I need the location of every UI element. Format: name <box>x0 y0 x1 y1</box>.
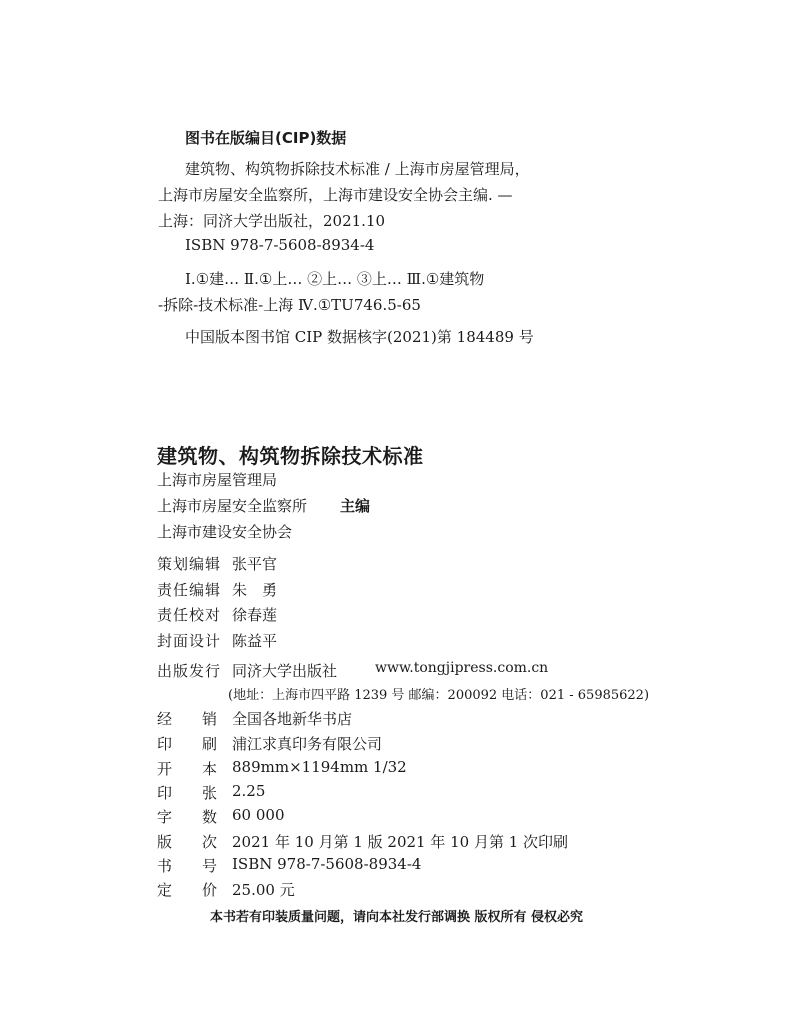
spec-value-book-number: ISBN 978-7-5608-8934-4 <box>232 855 422 873</box>
spec-value-price: 25.00 元 <box>232 881 295 899</box>
spec-label-printer: 印 刷 <box>157 735 217 753</box>
editor-org-3: 上海市建设安全协会 <box>157 523 293 541</box>
spec-label-book-number: 书 号 <box>157 857 217 875</box>
credit-value-cover-designer: 陈益平 <box>232 632 278 650</box>
spec-label-edition: 版 次 <box>157 833 217 851</box>
spec-value-word-count: 60 000 <box>232 806 285 824</box>
credit-label-planning-editor: 策划编辑 <box>157 555 222 573</box>
credit-value-responsible-editor: 朱 勇 <box>232 581 278 599</box>
spec-label-distributor: 经 销 <box>157 710 217 728</box>
cip-isbn: ISBN 978-7-5608-8934-4 <box>185 236 375 254</box>
publisher-name: 同济大学出版社 <box>232 662 338 680</box>
credit-label-proofreader: 责任校对 <box>157 606 222 624</box>
credit-value-proofreader: 徐春莲 <box>232 606 278 624</box>
spec-label-word-count: 字 数 <box>157 808 217 826</box>
editor-org-2: 上海市房屋安全监察所 <box>157 497 308 515</box>
cip-classification-2: -拆除-技术标准-上海 Ⅳ.①TU746.5-65 <box>158 296 421 314</box>
spec-value-format: 889mm×1194mm 1/32 <box>232 758 407 776</box>
publisher-address: (地址：上海市四平路 1239 号 邮编：200092 电话：021 - 65985622) <box>228 688 650 703</box>
copyright-notice: 本书若有印装质量问题，请向本社发行部调换 版权所有 侵权必究 <box>210 910 584 925</box>
credit-label-cover-designer: 封面设计 <box>157 632 222 650</box>
publisher-url: www.tongjipress.com.cn <box>375 660 549 676</box>
editor-role: 主编 <box>340 497 371 515</box>
cip-heading: 图书在版编目(CIP)数据 <box>185 129 347 147</box>
spec-value-sheets: 2.25 <box>232 782 266 800</box>
cip-line-2: 上海市房屋安全监察所，上海市建设安全协会主编. — <box>158 186 513 204</box>
cip-classification-1: Ⅰ.①建… Ⅱ.①上… ②上… ③上… Ⅲ.①建筑物 <box>185 270 485 288</box>
credit-label-responsible-editor: 责任编辑 <box>157 581 222 599</box>
spec-label-sheets: 印 张 <box>157 784 217 802</box>
editor-org-1: 上海市房屋管理局 <box>157 471 278 489</box>
spec-value-edition: 2021 年 10 月第 1 版 2021 年 10 月第 1 次印刷 <box>232 833 569 851</box>
spec-label-format: 开 本 <box>157 760 217 778</box>
cip-line-3: 上海：同济大学出版社，2021.10 <box>158 212 386 230</box>
spec-value-printer: 浦江求真印务有限公司 <box>232 735 383 753</box>
credit-value-planning-editor: 张平官 <box>232 555 278 573</box>
spec-value-distributor: 全国各地新华书店 <box>232 710 353 728</box>
spec-label-price: 定 价 <box>157 881 217 899</box>
book-title: 建筑物、构筑物拆除技术标准 <box>157 444 424 468</box>
publisher-label: 出版发行 <box>157 662 222 680</box>
cip-line-1: 建筑物、构筑物拆除技术标准 / 上海市房屋管理局， <box>185 160 530 178</box>
cip-approval-number: 中国版本图书馆 CIP 数据核字(2021)第 184489 号 <box>185 328 534 346</box>
